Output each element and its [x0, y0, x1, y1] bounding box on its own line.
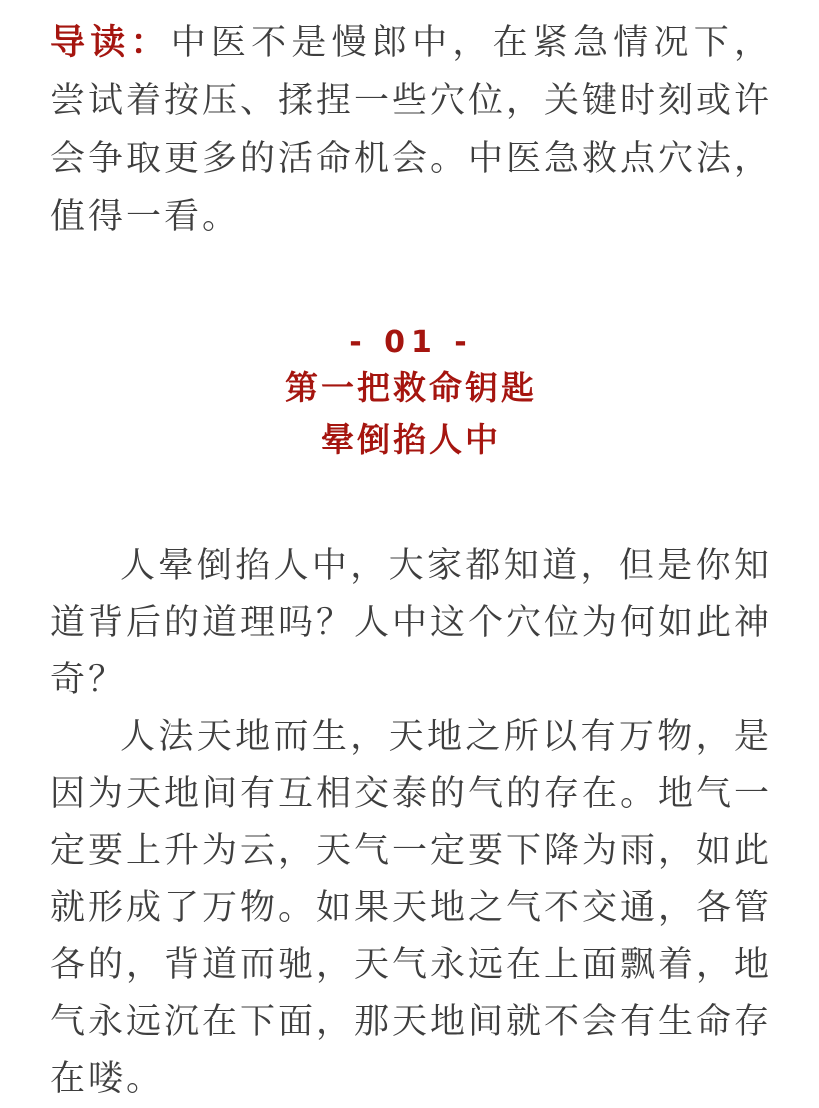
section-title: 第一把救命钥匙 [285, 368, 537, 407]
body-paragraph: 人晕倒掐人中，大家都知道，但是你知道背后的道理吗？人中这个穴位为何如此神奇？ [50, 546, 773, 700]
intro-text: 中医不是慢郎中，在紧急情况下，尝试着按压、揉捏一些穴位，关键时刻或许会争取更多的活命机会。中医急救点穴法，值得一看。 [50, 23, 773, 237]
section-subtitle: 晕倒掐人中 [321, 420, 501, 459]
intro-label: 导读： [50, 23, 171, 63]
section-number: - 01 - [349, 325, 473, 360]
section-heading [50, 324, 772, 466]
article-body [50, 14, 772, 1108]
intro-paragraph [50, 14, 772, 246]
body-paragraph: 人法天地而生，天地之所以有万物，是因为天地间有互相交泰的气的存在。地气一定要上升为云，天气一定要下降为雨，如此就形成了万物。如果天地之气不交通，各管各的，背道而驰，天气永远在上面飘着，地气永远沉在下面，那天地间就不会有生命存在喽。 [50, 717, 773, 1099]
